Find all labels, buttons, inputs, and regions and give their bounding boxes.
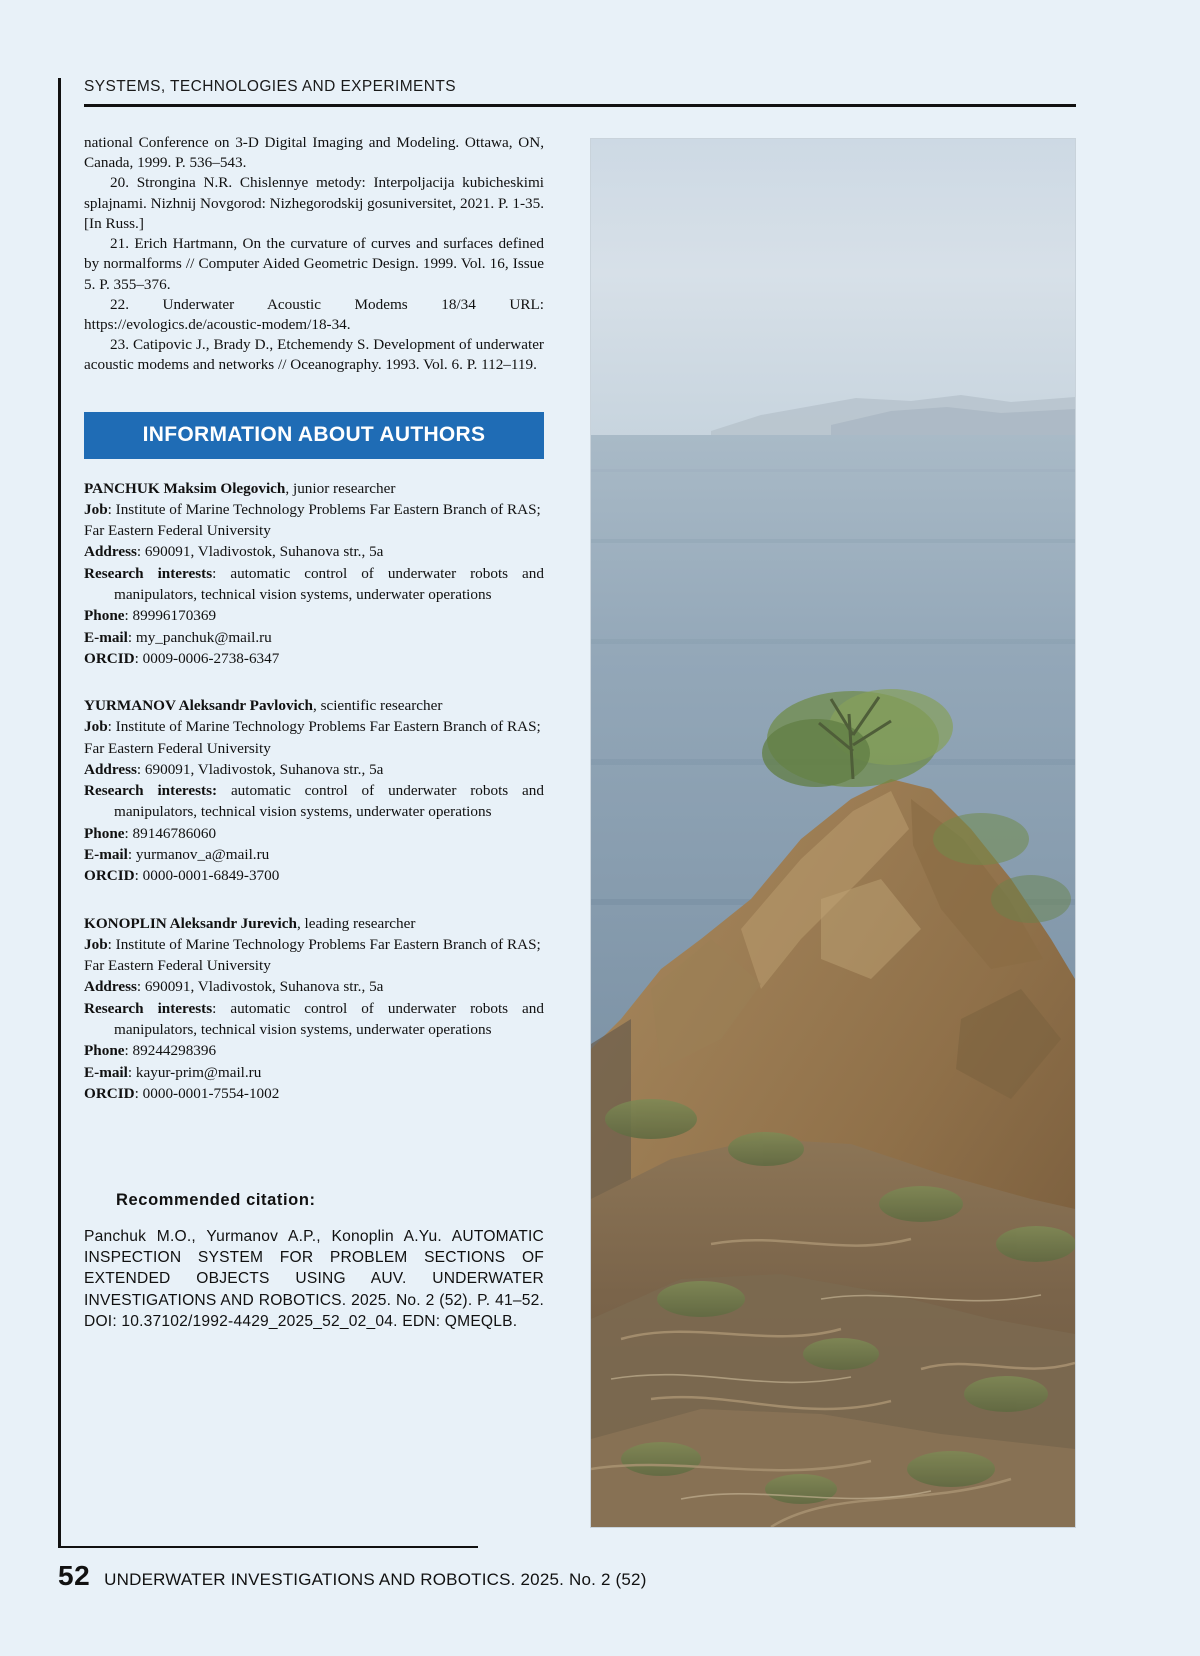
citation-text: Panchuk M.O., Yurmanov A.P., Konoplin A.Yu. AUTOMATIC INSPECTION SYSTEM FOR PROBLEM SECTIONS OF EXTENDED OBJECTS USING AUV. UNDERWATER INVESTIGATIONS AND ROBOTICS. 2025. No. 2 (52). P. 41–52. DOI: 10.37102/1992-4429_2025_52_02_04. EDN: QMEQLB. [84, 1228, 544, 1330]
left-column [84, 133, 544, 1332]
page-footer [58, 1560, 647, 1592]
author-job-label: Job [84, 500, 108, 518]
author-phone-value: : 89244298396 [124, 1042, 217, 1060]
author-name: KONOPLIN Aleksandr Jurevich [84, 914, 297, 932]
author-orcid-value[interactable]: : 0000-0001-7554-1002 [134, 1084, 280, 1102]
author-name-line [84, 695, 544, 716]
author-phone-label: Phone [84, 607, 125, 625]
author-email-value[interactable]: : yurmanov_a@mail.ru [127, 846, 270, 864]
reference-item: 22. Underwater Acoustic Modems 18/34 URL: https://evologics.de/acoustic-modem/18-34. [84, 295, 544, 333]
journal-footer-text: UNDERWATER INVESTIGATIONS AND ROBOTICS. 2025. No. 2 (52) [104, 1570, 647, 1589]
author-address-label: Address [84, 978, 137, 996]
author-email-line [84, 1062, 544, 1083]
author-address-value: : 690091, Vladivostok, Suhanova str., 5a [136, 760, 384, 778]
author-address-line [84, 976, 544, 997]
author-interests-label: Research interests: [84, 782, 218, 800]
author-orcid-line [84, 648, 544, 669]
author-job-value: : Institute of Marine Technology Problems Far Eastern Branch of RAS; [107, 718, 541, 736]
author-address-label: Address [84, 760, 137, 778]
reference-item: 23. Catipovic J., Brady D., Etchemendy S. Development of underwater acoustic modems and networks // Oceanography. 1993. Vol. 6. P. 112–119. [84, 336, 544, 374]
information-about-authors-banner: INFORMATION ABOUT AUTHORS [84, 412, 544, 459]
recommended-citation [84, 1190, 544, 1332]
author-email-label: E-mail [84, 846, 128, 864]
author-orcid-line [84, 1083, 544, 1104]
reference-item: 20. Strongina N.R. Chislennye metody: Interpoljacija kubicheskimi splajnami. Nizhnij Novgorod: Nizhegorodskij gosuniversitet, 2021. P. 1-35. [In Russ.] [84, 174, 544, 232]
author-interests-label: Research interests [84, 564, 213, 582]
author-affiliation: Far Eastern Federal University [84, 522, 271, 540]
page-header [84, 78, 1074, 107]
reference-item: 21. Erich Hartmann, On the curvature of curves and surfaces defined by normalforms // Computer Aided Geometric Design. 1999. Vol. 16, Issue 5. P. 355–376. [84, 235, 544, 293]
author-entry [84, 478, 544, 670]
author-name-line [84, 913, 544, 934]
left-vertical-rule [58, 78, 61, 1546]
author-address-line [84, 759, 544, 780]
author-interests-label: Research interests [84, 999, 213, 1017]
author-name-line [84, 478, 544, 499]
author-interests-value: : automatic control of underwater robots and manipulators, technical vision systems, underwater operations [114, 999, 544, 1039]
author-name: YURMANOV Aleksandr Pavlovich [84, 697, 313, 715]
author-orcid-label: ORCID [84, 1084, 135, 1102]
author-phone-line [84, 823, 544, 844]
author-role: , leading researcher [296, 914, 416, 932]
author-name: PANCHUK Maksim Olegovich [84, 479, 286, 497]
author-entry [84, 695, 544, 887]
author-job-line [84, 934, 544, 955]
author-address-value: : 690091, Vladivostok, Suhanova str., 5a [136, 543, 384, 561]
footer-rule [58, 1546, 478, 1548]
author-phone-value: : 89146786060 [124, 824, 217, 842]
author-job-value: : Institute of Marine Technology Problems Far Eastern Branch of RAS; [107, 935, 541, 953]
author-email-label: E-mail [84, 628, 128, 646]
author-interests-line [84, 998, 544, 1041]
author-email-line [84, 844, 544, 865]
author-entry [84, 913, 544, 1105]
reference-item: national Conference on 3-D Digital Imaging and Modeling. Ottawa, ON, Canada, 1999. P. 536–543. [84, 134, 544, 172]
author-job-label: Job [84, 718, 108, 736]
author-email-line [84, 627, 544, 648]
author-interests-line [84, 563, 544, 606]
author-interests-line [84, 780, 544, 823]
author-address-label: Address [84, 543, 137, 561]
header-rule [84, 104, 1076, 107]
author-address-line [84, 541, 544, 562]
page-number: 52 [58, 1560, 91, 1591]
author-job-label: Job [84, 935, 108, 953]
author-affiliation: Far Eastern Federal University [84, 739, 271, 757]
author-interests-value: automatic control of underwater robots and manipulators, technical vision systems, underwater operations [114, 782, 544, 821]
author-phone-label: Phone [84, 1042, 125, 1060]
running-title: SYSTEMS, TECHNOLOGIES AND EXPERIMENTS [84, 78, 456, 95]
author-phone-value: : 89996170369 [124, 607, 217, 625]
coastal-cliff-photograph [590, 138, 1076, 1528]
author-phone-line [84, 1040, 544, 1061]
author-orcid-value[interactable]: : 0000-0001-6849-3700 [134, 867, 280, 885]
author-phone-line [84, 605, 544, 626]
author-email-value[interactable]: : kayur-prim@mail.ru [127, 1063, 262, 1081]
citation-title: Recommended citation: [116, 1191, 316, 1210]
author-address-value: : 690091, Vladivostok, Suhanova str., 5a [136, 978, 384, 996]
author-interests-value: : automatic control of underwater robots and manipulators, technical vision systems, underwater operations [114, 564, 544, 603]
author-role: , junior researcher [285, 479, 396, 497]
author-job-line [84, 716, 544, 737]
author-email-label: E-mail [84, 1063, 128, 1081]
author-orcid-line [84, 865, 544, 886]
author-job-value: : Institute of Marine Technology Problems Far Eastern Branch of RAS; [107, 500, 541, 518]
author-phone-label: Phone [84, 824, 125, 842]
references-list [84, 133, 544, 376]
author-orcid-label: ORCID [84, 867, 135, 885]
author-orcid-label: ORCID [84, 649, 135, 667]
author-job-line [84, 499, 544, 520]
photo-graphic [591, 139, 1075, 1527]
author-email-value[interactable]: : my_panchuk@mail.ru [127, 628, 272, 646]
author-affiliation: Far Eastern Federal University [84, 957, 271, 975]
author-role: , scientific researcher [312, 697, 443, 715]
author-orcid-value[interactable]: : 0009-0006-2738-6347 [134, 649, 280, 667]
